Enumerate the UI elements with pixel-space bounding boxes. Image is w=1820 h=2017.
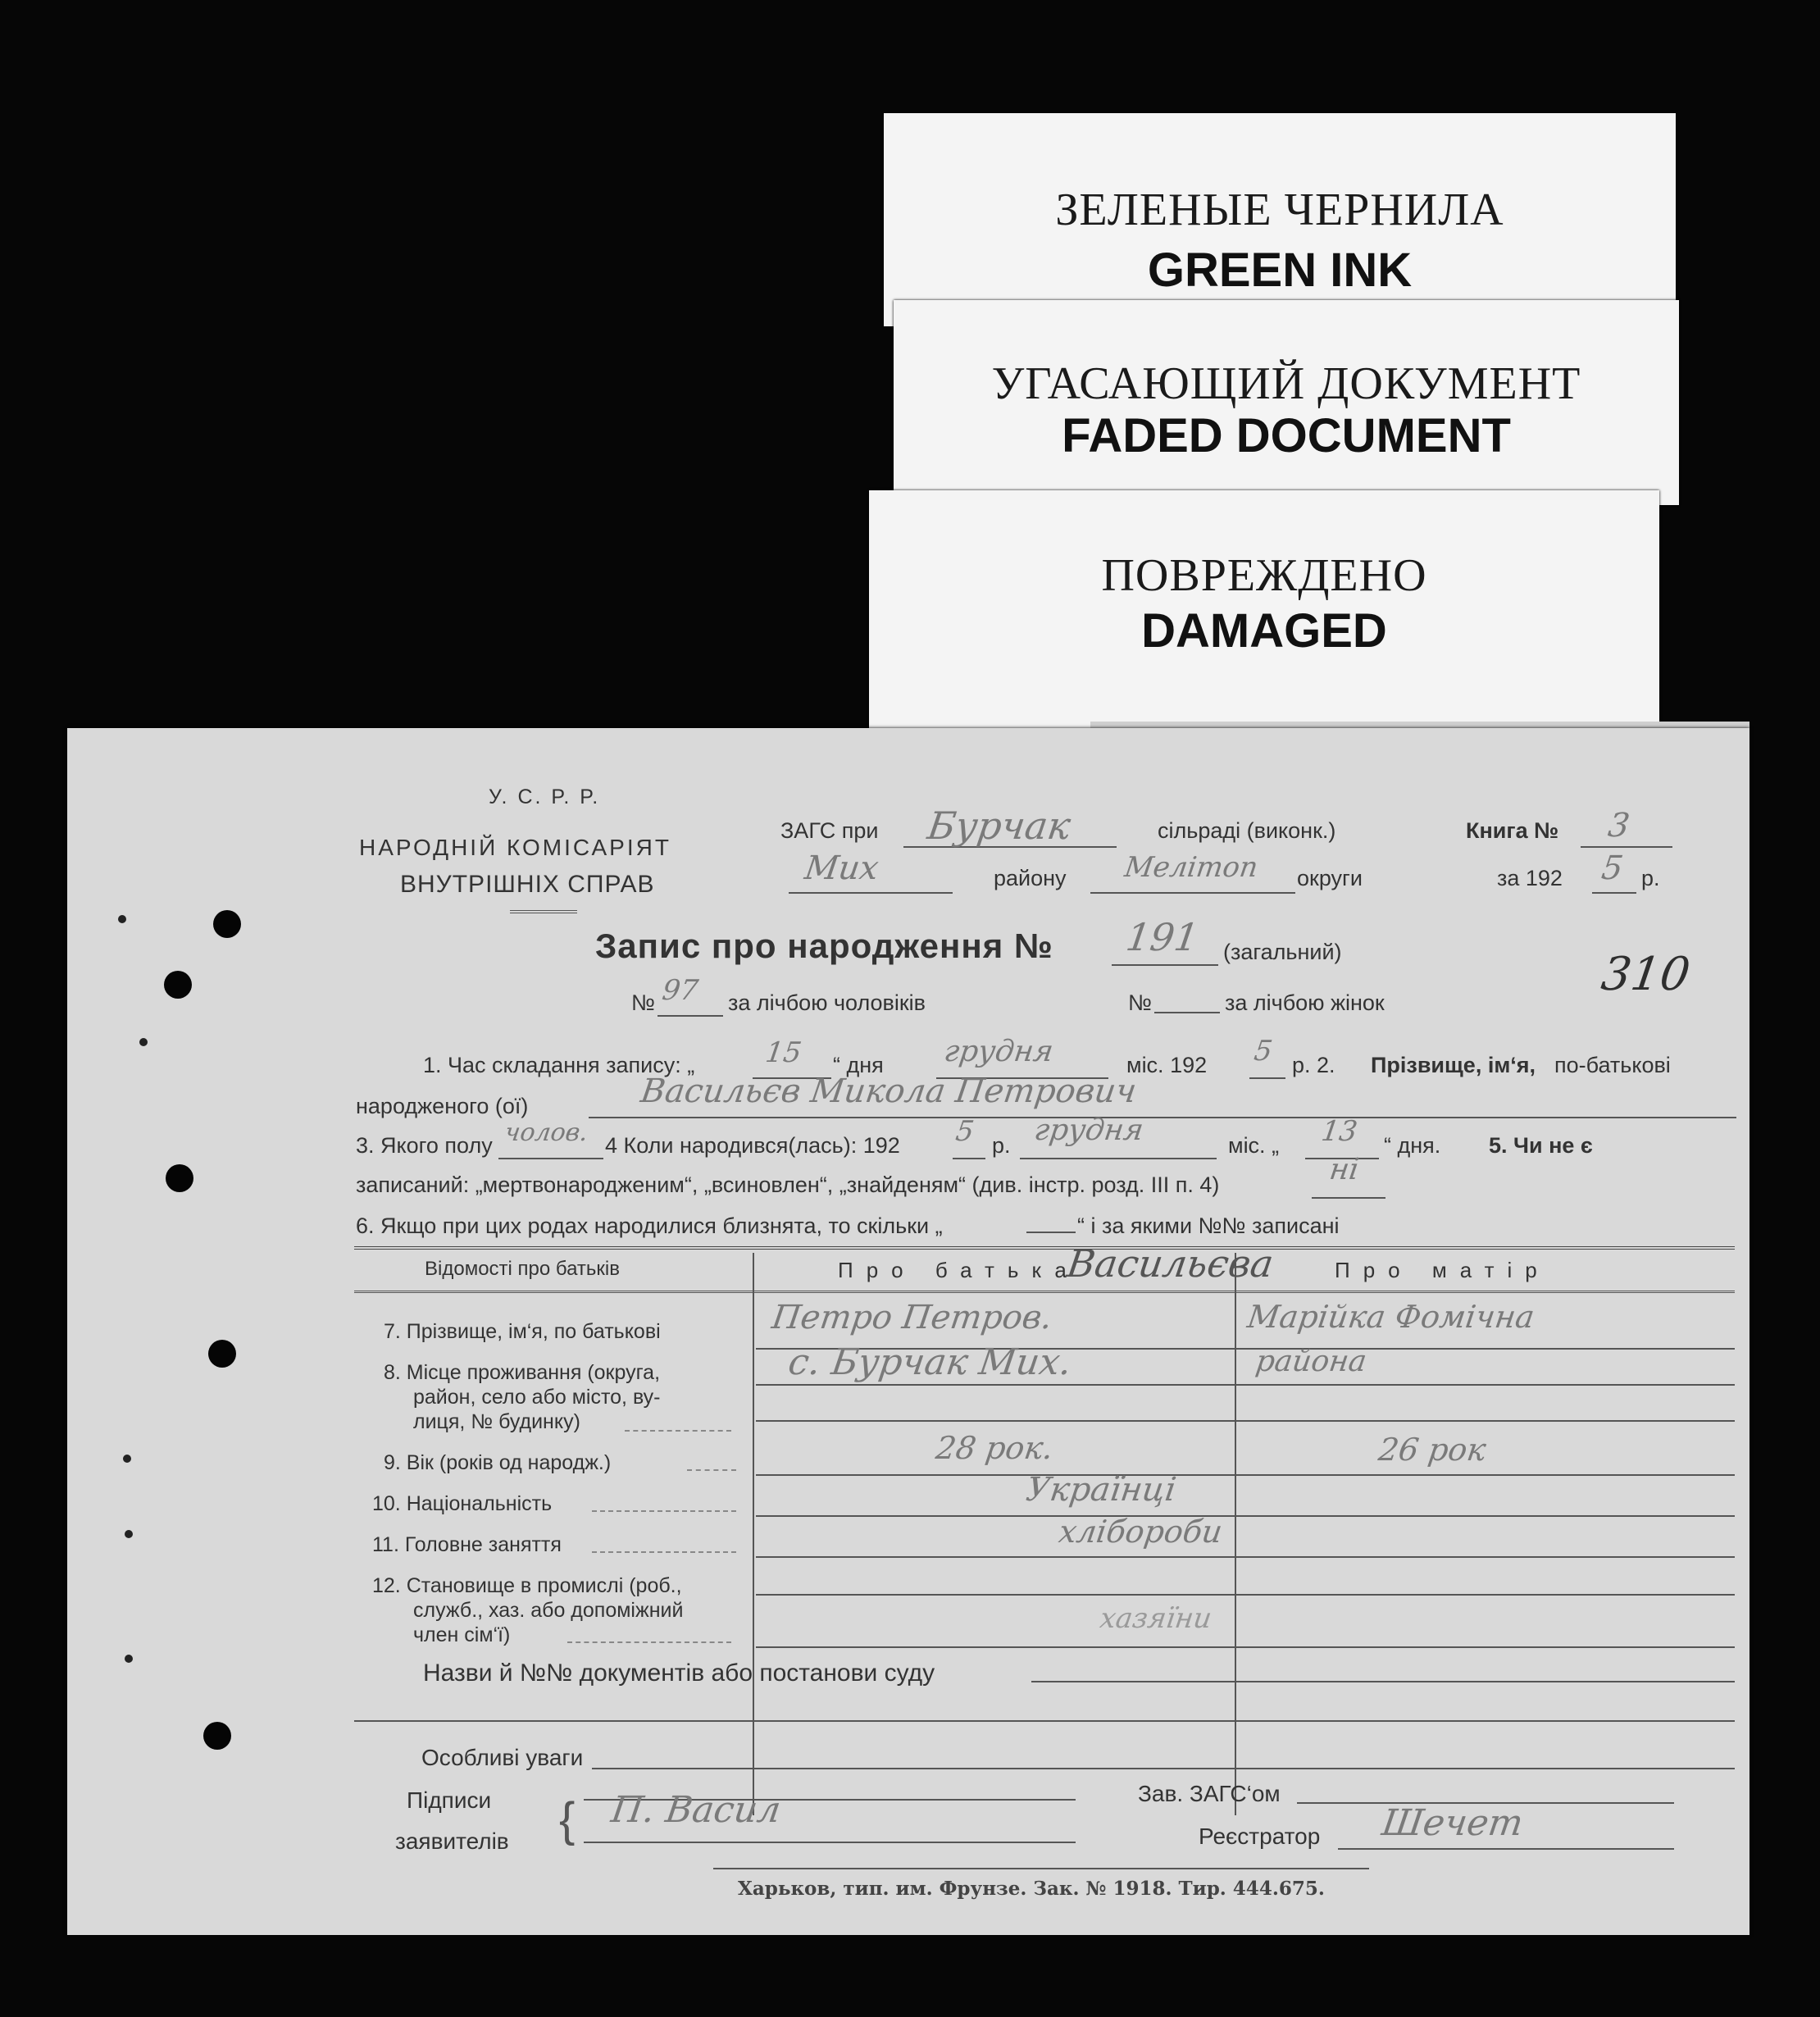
- year-label: за 192: [1497, 866, 1563, 890]
- record-title-suffix: (загальний): [1223, 940, 1342, 964]
- male-number-handwriting: 97: [660, 974, 701, 1007]
- female-count-label: за лічбою жінок: [1225, 990, 1385, 1015]
- row3-question5: 5. Чи не є: [1489, 1133, 1593, 1158]
- book-label: Книга №: [1466, 818, 1559, 843]
- damaged-label-ru: ПОВРЕЖДЕНО: [1101, 550, 1427, 601]
- row1-year-line: [1249, 1077, 1285, 1079]
- row1-record-time: 1. Час складання запису: „: [423, 1053, 695, 1077]
- record-number-handwriting: 191: [1123, 915, 1202, 959]
- mother-name-handwriting: Марійка Фомічна: [1244, 1299, 1537, 1335]
- village-council-label: сільраді (виконк.): [1158, 818, 1336, 843]
- applicant-signature-handwriting: П. Васил: [608, 1789, 784, 1831]
- row3-sex-label: 3. Якого полу: [356, 1133, 493, 1158]
- row-line-12a: [756, 1594, 1735, 1596]
- field12-label-line2: служб., хаз. або допоміжний: [413, 1599, 684, 1622]
- male-count-label: за лічбою чоловіків: [728, 990, 926, 1015]
- nationality-handwriting: Українці: [1023, 1471, 1179, 1509]
- sex-handwriting: чолов.: [503, 1118, 590, 1147]
- row3-month-label: міс. „: [1228, 1133, 1280, 1158]
- field9-label: 9. Вік (років од народж.): [384, 1451, 612, 1474]
- signatures-label: Підписи: [407, 1787, 492, 1813]
- table-top-rule: [354, 1246, 1735, 1250]
- documents-line-2: [354, 1720, 1735, 1722]
- mother-place-handwriting: района: [1254, 1345, 1369, 1378]
- field12-label-line1: 12. Становище в промислі (роб.,: [372, 1574, 682, 1597]
- row1-month-handwriting: грудня: [942, 1035, 1056, 1068]
- green-ink-label-ru: ЗЕЛЕНЫЕ ЧЕРНИЛА: [1055, 184, 1504, 235]
- punch-hole: [213, 910, 241, 938]
- birth-day-handwriting: 13: [1319, 1115, 1360, 1148]
- father-name-handwriting: Петро Петров.: [769, 1299, 1055, 1336]
- field12-dots: [567, 1641, 731, 1643]
- row4-status-line: [1312, 1197, 1385, 1199]
- table-header-mother: Про матір: [1335, 1258, 1550, 1282]
- father-place-handwriting: с. Бурчак Мих.: [785, 1341, 1075, 1383]
- zags-label: ЗАГС при: [780, 818, 879, 843]
- row3-month-line: [1020, 1158, 1217, 1159]
- faded-document-label-ru: УГАСАЮЩИЙ ДОКУМЕНТ: [991, 358, 1581, 409]
- row1-year-suffix: р. 2.: [1292, 1053, 1335, 1077]
- okrug-line: [1090, 892, 1295, 894]
- female-number-line: [1154, 1012, 1220, 1013]
- table-header-father: Про батька: [838, 1258, 1080, 1282]
- punch-hole: [208, 1340, 236, 1368]
- ussr-label: У. С. Р. Р.: [489, 785, 601, 808]
- registrar-label: Реєстратор: [1199, 1823, 1321, 1849]
- status-handwriting: хазяїни: [1098, 1602, 1214, 1635]
- row3-day-label: “ дня.: [1384, 1133, 1441, 1158]
- row-line-8b: [756, 1420, 1735, 1422]
- row5-recorded-label: “ і за якими №№ записані: [1077, 1213, 1340, 1238]
- footer-rule: [713, 1868, 1369, 1869]
- mother-age-handwriting: 26 рок: [1376, 1432, 1489, 1468]
- field8-dots: [625, 1430, 731, 1432]
- faded-document-label-en: FADED DOCUMENT: [1062, 409, 1511, 462]
- field8-label-line3: лиця, № будинку): [413, 1410, 580, 1433]
- record-title: Запис про народження №: [595, 927, 1053, 965]
- documents-label: Назви й №№ документів або постанови суду: [423, 1660, 935, 1687]
- female-number-label: №: [1128, 990, 1152, 1015]
- birth-record-form: [67, 728, 1749, 1935]
- row-line-12b: [756, 1646, 1735, 1648]
- commissariat-line2: ВНУТРІШНІХ СПРАВ: [400, 871, 655, 898]
- overwrite-handwriting: Васильєва: [1064, 1241, 1276, 1286]
- row1-name-label: Прізвище, ім‘я,: [1371, 1053, 1536, 1077]
- field10-label: 10. Національність: [372, 1492, 553, 1515]
- registrar-line: [1338, 1848, 1674, 1850]
- header-divider: [510, 910, 577, 913]
- field11-dots: [592, 1551, 736, 1553]
- raion-line: [789, 892, 953, 894]
- row3-year-line: [953, 1158, 985, 1159]
- punch-mark: [125, 1655, 133, 1663]
- row3-born-label: 4 Коли народився(лась): 192: [605, 1133, 900, 1158]
- row5-twins-label: 6. Якщо при цих родах народилися близнята, то скільки „: [356, 1213, 943, 1238]
- applicant-signature-line-2: [584, 1842, 1076, 1843]
- birth-year-handwriting: 5: [953, 1115, 976, 1148]
- row5-twins-line: [1026, 1232, 1076, 1233]
- punch-hole: [203, 1722, 231, 1750]
- registrar-signature-handwriting: Шечет: [1379, 1802, 1526, 1844]
- birth-month-handwriting: грудня: [1032, 1113, 1146, 1147]
- okrug-handwriting: Мелітоп: [1122, 851, 1260, 884]
- row2-born-label: народженого (ої): [356, 1094, 529, 1118]
- village-handwriting: Бурчак: [925, 804, 1074, 848]
- faded-document-card: [894, 300, 1679, 505]
- table-col-divider-2: [1235, 1253, 1236, 1815]
- raion-label: району: [994, 866, 1067, 890]
- record-number-line: [1112, 964, 1218, 966]
- book-number-handwriting: 3: [1605, 807, 1632, 845]
- row1-day-label: “ дня: [833, 1053, 884, 1077]
- table-header-parents: Відомості про батьків: [425, 1258, 620, 1280]
- table-col-divider-1: [753, 1253, 754, 1815]
- field8-label-line2: район, село або місто, ву-: [413, 1386, 661, 1409]
- year-handwriting: 5: [1599, 849, 1626, 887]
- signature-bracket: {: [559, 1793, 576, 1846]
- damaged-card: [869, 490, 1659, 744]
- okrug-label: округи: [1297, 866, 1363, 890]
- row1-day-handwriting: 15: [763, 1036, 804, 1069]
- printer-imprint: Харьков, тип. им. Фрунзе. Зак. № 1918. Тир. 444.675.: [738, 1878, 1325, 1900]
- table-header-rule: [354, 1291, 1735, 1293]
- row-line-8a: [756, 1384, 1735, 1386]
- margin-number-handwriting: 310: [1598, 948, 1694, 1001]
- row-line-11: [756, 1556, 1735, 1558]
- row-line-9: [756, 1474, 1735, 1476]
- row4-status-label: записаний: „мертвонародженим“, „всиновлен“, „знайденям“ (див. інстр. розд. III п. 4): [356, 1172, 1220, 1197]
- documents-line: [1031, 1681, 1735, 1682]
- father-age-handwriting: 28 рок.: [933, 1430, 1056, 1466]
- notes-line: [592, 1768, 1735, 1769]
- field8-label-line1: 8. Місце проживання (округа,: [384, 1361, 661, 1384]
- row-line-10: [756, 1515, 1735, 1517]
- notes-label: Особливі уваги: [421, 1745, 584, 1770]
- male-number-line: [657, 1015, 723, 1017]
- field11-label: 11. Головне заняття: [372, 1533, 562, 1556]
- punch-mark: [123, 1455, 131, 1463]
- row1-patronymic-label: по-батькові: [1554, 1053, 1671, 1077]
- field12-label-line3: член сім‘ї): [413, 1623, 511, 1646]
- commissariat-line1: НАРОДНІЙ КОМІСАРІЯТ: [359, 835, 671, 860]
- row2-name-line: [589, 1117, 1736, 1118]
- occupation-handwriting: хлібороби: [1056, 1514, 1225, 1550]
- year-suffix: р.: [1641, 866, 1660, 890]
- row3-year-suffix: р.: [992, 1133, 1011, 1158]
- zags-head-label: Зав. ЗАГС‘ом: [1138, 1781, 1281, 1806]
- damaged-label-en: DAMAGED: [1141, 604, 1387, 658]
- male-number-label: №: [631, 990, 655, 1015]
- row1-month-label: міс. 192: [1126, 1053, 1208, 1077]
- green-ink-label-en: GREEN INK: [1147, 244, 1413, 297]
- row3-sex-line: [498, 1158, 603, 1159]
- row1-year-handwriting: 5: [1252, 1035, 1275, 1068]
- green-ink-card: [884, 113, 1676, 326]
- punch-mark: [118, 915, 126, 923]
- child-name-handwriting: Васильєв Микола Петрович: [638, 1072, 1140, 1110]
- raion-handwriting: Мих: [802, 849, 881, 887]
- book-line: [1581, 846, 1672, 848]
- year-line: [1592, 892, 1636, 894]
- field10-dots: [592, 1510, 736, 1512]
- field7-label: 7. Прізвище, ім‘я, по батькові: [384, 1320, 661, 1343]
- field9-dots: [687, 1469, 736, 1471]
- punch-hole: [166, 1164, 193, 1192]
- punch-mark: [125, 1530, 133, 1538]
- stillborn-handwriting: ні: [1327, 1153, 1362, 1186]
- punch-mark: [139, 1038, 148, 1046]
- applicants-label: заявителів: [395, 1828, 509, 1854]
- punch-hole: [164, 971, 192, 999]
